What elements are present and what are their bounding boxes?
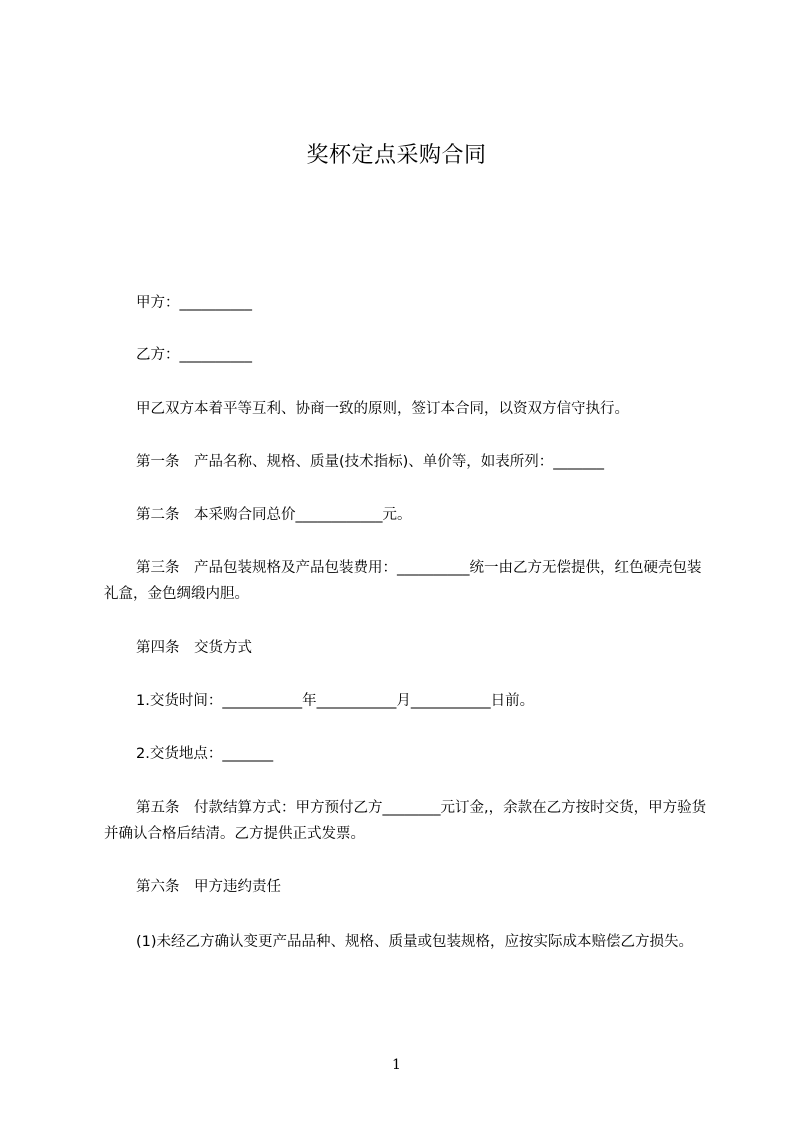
- contract-title: 奖杯定点采购合同: [306, 143, 487, 168]
- article-3-paragraph: 第三条 产品包装规格及产品包装费用：__________统一由乙方无偿提供，红色硬壳包装礼盒，金色绸缎内胆。: [104, 560, 702, 602]
- party-a-line: 甲方：__________: [136, 295, 252, 311]
- article-6-heading: 第六条 甲方违约责任: [136, 879, 281, 895]
- clause-6-1-paragraph: (1)未经乙方确认变更产品品种、规格、质量或包装规格，应按实际成本赔偿乙方损失。: [136, 934, 694, 950]
- article-4-heading: 第四条 交货方式: [136, 640, 252, 656]
- article-2-paragraph: 第二条 本采购合同总价____________元。: [136, 507, 412, 523]
- party-b-line: 乙方：__________: [136, 347, 252, 363]
- article-1-paragraph: 第一条 产品名称、规格、质量(技术指标)、单价等，如表所列：_______: [136, 454, 605, 470]
- preamble-paragraph: 甲乙双方本着平等互利、协商一致的原则，签订本合同，以资双方信守执行。: [136, 401, 629, 417]
- delivery-time-line: 1.交货时间：___________年___________月___________日前。: [136, 693, 535, 709]
- article-5-paragraph: 第五条 付款结算方式：甲方预付乙方________元订金,，余款在乙方按时交货，甲方验货并确认合格后结清。乙方提供正式发票。: [104, 800, 707, 842]
- page-number: 1: [392, 1057, 401, 1073]
- delivery-place-line: 2.交货地点：_______: [136, 746, 274, 762]
